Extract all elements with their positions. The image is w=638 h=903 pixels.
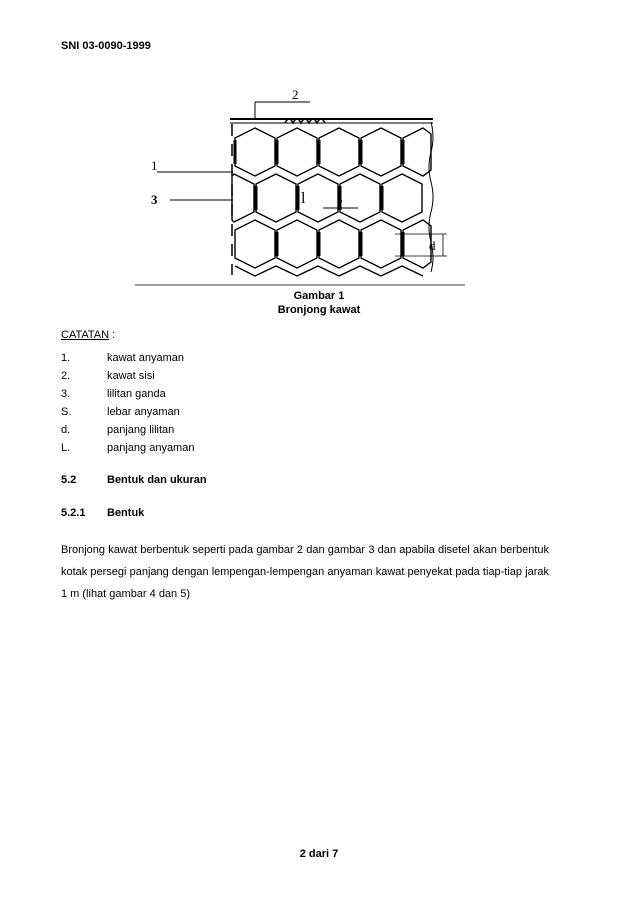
figure-caption-number: Gambar 1 bbox=[293, 290, 345, 302]
note-key: 3. bbox=[61, 388, 71, 400]
mesh-cell bbox=[319, 220, 359, 268]
note-text: panjang anyaman bbox=[107, 442, 195, 454]
note-text: lilitan ganda bbox=[107, 388, 166, 400]
mesh-bottom-edge bbox=[235, 266, 423, 276]
notes-title-text: CATATAN bbox=[61, 329, 110, 341]
mesh-cell bbox=[361, 220, 401, 268]
note-item bbox=[61, 370, 155, 382]
section-number: 5.2.1 bbox=[61, 507, 86, 519]
section-number: 5.2 bbox=[61, 474, 77, 486]
note-text: panjang lilitan bbox=[107, 424, 175, 436]
section-title: Bentuk bbox=[107, 507, 145, 519]
note-item bbox=[61, 442, 194, 454]
note-text: kawat sisi bbox=[107, 370, 155, 382]
label-l: l bbox=[301, 190, 306, 207]
label-2: 2 bbox=[292, 87, 299, 102]
label-3: 3 bbox=[151, 192, 158, 207]
top-twist-coil bbox=[285, 119, 325, 123]
note-key: 2. bbox=[61, 370, 71, 382]
note-key: L. bbox=[61, 442, 71, 454]
hexagon-mesh bbox=[232, 128, 431, 276]
mesh-cell bbox=[403, 220, 431, 268]
notes-title bbox=[61, 329, 115, 341]
note-item bbox=[61, 406, 180, 418]
body-paragraph: Bronjong kawat berbentuk seperti pada gambar 2 dan gambar 3 dan apabila disetel akan berbentuk kotak persegi panjang dengan lempengan-lempengan anyaman kawat penyekat pada tiap-tiap jarak 1 m (lihat gambar 4 dan 5) bbox=[61, 544, 549, 600]
mesh-cell bbox=[403, 128, 431, 176]
mesh-cell bbox=[235, 128, 275, 176]
mesh-cell bbox=[319, 128, 359, 176]
notes-title-colon: : bbox=[109, 329, 116, 341]
figure-caption-title: Bronjong kawat bbox=[277, 304, 361, 316]
mesh-cell bbox=[235, 220, 275, 268]
document-code: SNI 03-0090-1999 bbox=[61, 40, 151, 52]
note-key: 1. bbox=[61, 352, 71, 364]
mesh-cell bbox=[232, 174, 254, 222]
mesh-cell bbox=[277, 128, 317, 176]
section-title: Bentuk dan ukuran bbox=[107, 474, 207, 486]
note-item bbox=[61, 388, 166, 400]
mesh-cell bbox=[277, 220, 317, 268]
mesh-cell bbox=[340, 174, 380, 222]
section-heading-5-2-1 bbox=[61, 507, 144, 519]
note-text: kawat anyaman bbox=[107, 352, 185, 364]
section-heading-5-2 bbox=[61, 474, 207, 486]
label-s: s bbox=[337, 192, 343, 207]
note-item bbox=[61, 352, 184, 364]
note-key: d. bbox=[61, 424, 71, 436]
label-d: d bbox=[429, 238, 436, 253]
note-text: lebar anyaman bbox=[107, 406, 180, 418]
figure-gabion-drawing bbox=[135, 82, 465, 292]
mesh-cell bbox=[361, 128, 401, 176]
note-item bbox=[61, 424, 174, 436]
note-key: S. bbox=[61, 406, 72, 418]
mesh-cell bbox=[256, 174, 296, 222]
wire-mesh-illustration bbox=[135, 82, 465, 292]
page-number: 2 dari 7 bbox=[299, 848, 339, 860]
double-twist-joints bbox=[235, 140, 403, 256]
mesh-cell bbox=[382, 174, 422, 222]
label-1: 1 bbox=[151, 158, 158, 173]
